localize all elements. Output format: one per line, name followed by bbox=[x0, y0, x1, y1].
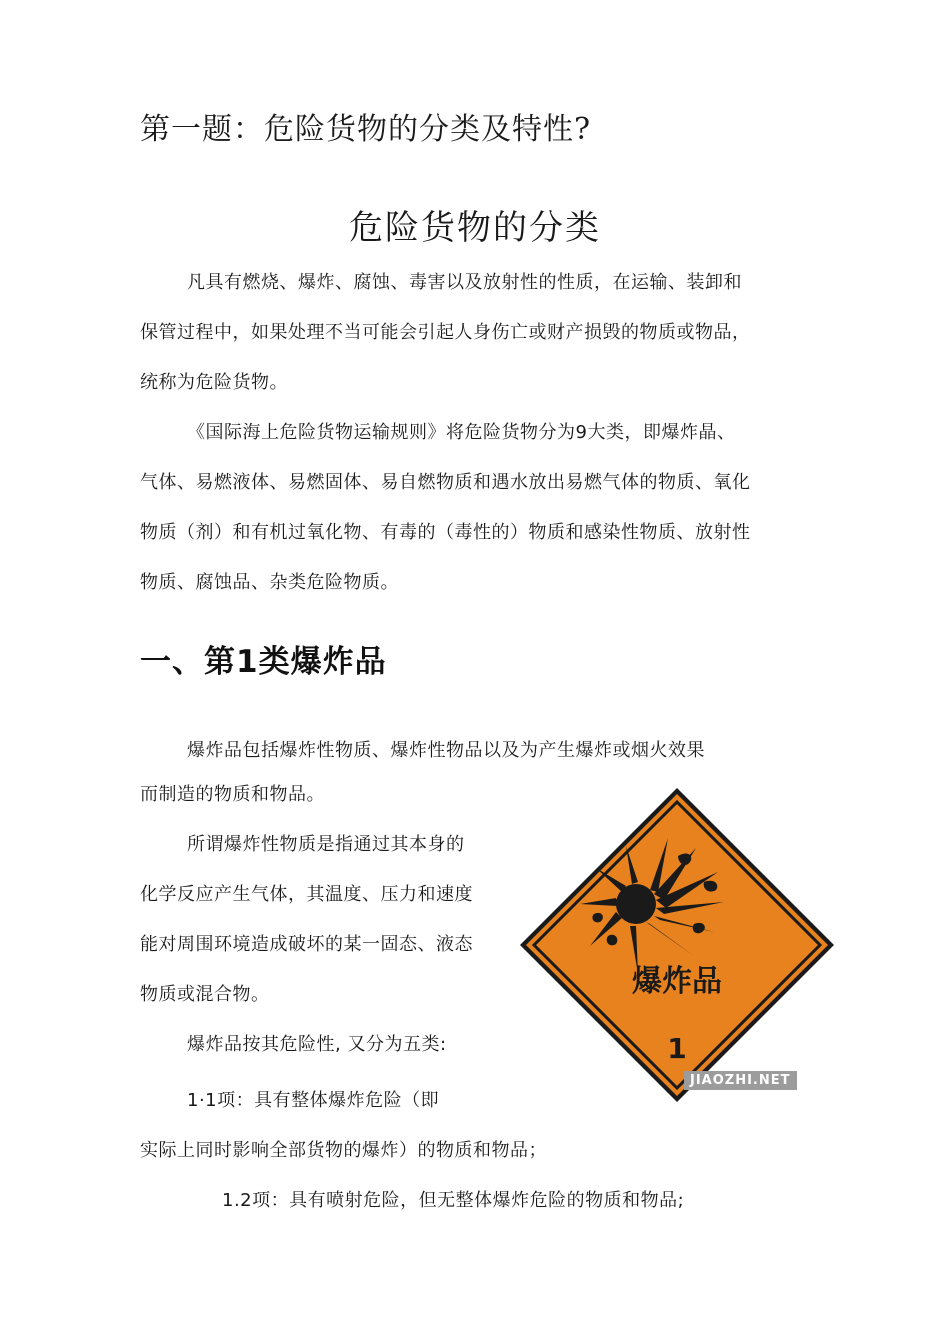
explosive-placard-svg bbox=[518, 786, 836, 1104]
substance-line: 化学反应产生气体，其温度、压力和速度 bbox=[140, 884, 473, 905]
classification-line: 物质（剂）和有机过氧化物、有毒的（毒性的）物质和感染性物质、放射性 bbox=[140, 522, 751, 543]
intro-line: 凡具有燃烧、爆炸、腐蚀、毒害以及放射性的性质，在运输、装卸和 bbox=[187, 272, 742, 293]
placard-class-number: 1 bbox=[667, 1032, 687, 1065]
division-line: 1·1项：具有整体爆炸危险（即 bbox=[187, 1090, 440, 1111]
division-1-2: 1.2项：具有喷射危险，但无整体爆炸危险的物质和物品; bbox=[222, 1190, 685, 1211]
main-title: 危险货物的分类 bbox=[349, 208, 601, 248]
classification-line: 气体、易燃液体、易燃固体、易自燃物质和遇水放出易燃气体的物质、氧化 bbox=[140, 472, 751, 493]
definition-line: 而制造的物质和物品。 bbox=[140, 784, 325, 805]
definition-line: 爆炸品包括爆炸性物质、爆炸性物品以及为产生爆炸或烟火效果 bbox=[187, 740, 705, 761]
substance-line: 物质或混合物。 bbox=[140, 984, 270, 1005]
section-heading: 一、第1类爆炸品 bbox=[140, 644, 387, 680]
placard-label: 爆炸品 bbox=[632, 964, 722, 999]
substance-line: 能对周围环境造成破坏的某一固态、液态 bbox=[140, 934, 473, 955]
explosive-placard-image bbox=[518, 786, 836, 1104]
classification-line: 物质、腐蚀品、杂类危险物质。 bbox=[140, 572, 399, 593]
divisions-intro: 爆炸品按其危险性, 又分为五类: bbox=[187, 1034, 447, 1055]
classification-line: 《国际海上危险货物运输规则》将危险货物分为9大类，即爆炸晶、 bbox=[187, 422, 736, 443]
intro-line: 保管过程中，如果处理不当可能会引起人身伤亡或财产损毁的物质或物品， bbox=[140, 322, 751, 343]
substance-line: 所谓爆炸性物质是指通过其本身的 bbox=[187, 834, 465, 855]
division-line: 实际上同时影响全部货物的爆炸）的物质和物品； bbox=[140, 1140, 547, 1161]
question-title: 第一题：危险货物的分类及特性? bbox=[140, 112, 592, 147]
image-watermark: JIAOZHI.NET bbox=[684, 1071, 797, 1090]
intro-line: 统称为危险货物。 bbox=[140, 372, 288, 393]
